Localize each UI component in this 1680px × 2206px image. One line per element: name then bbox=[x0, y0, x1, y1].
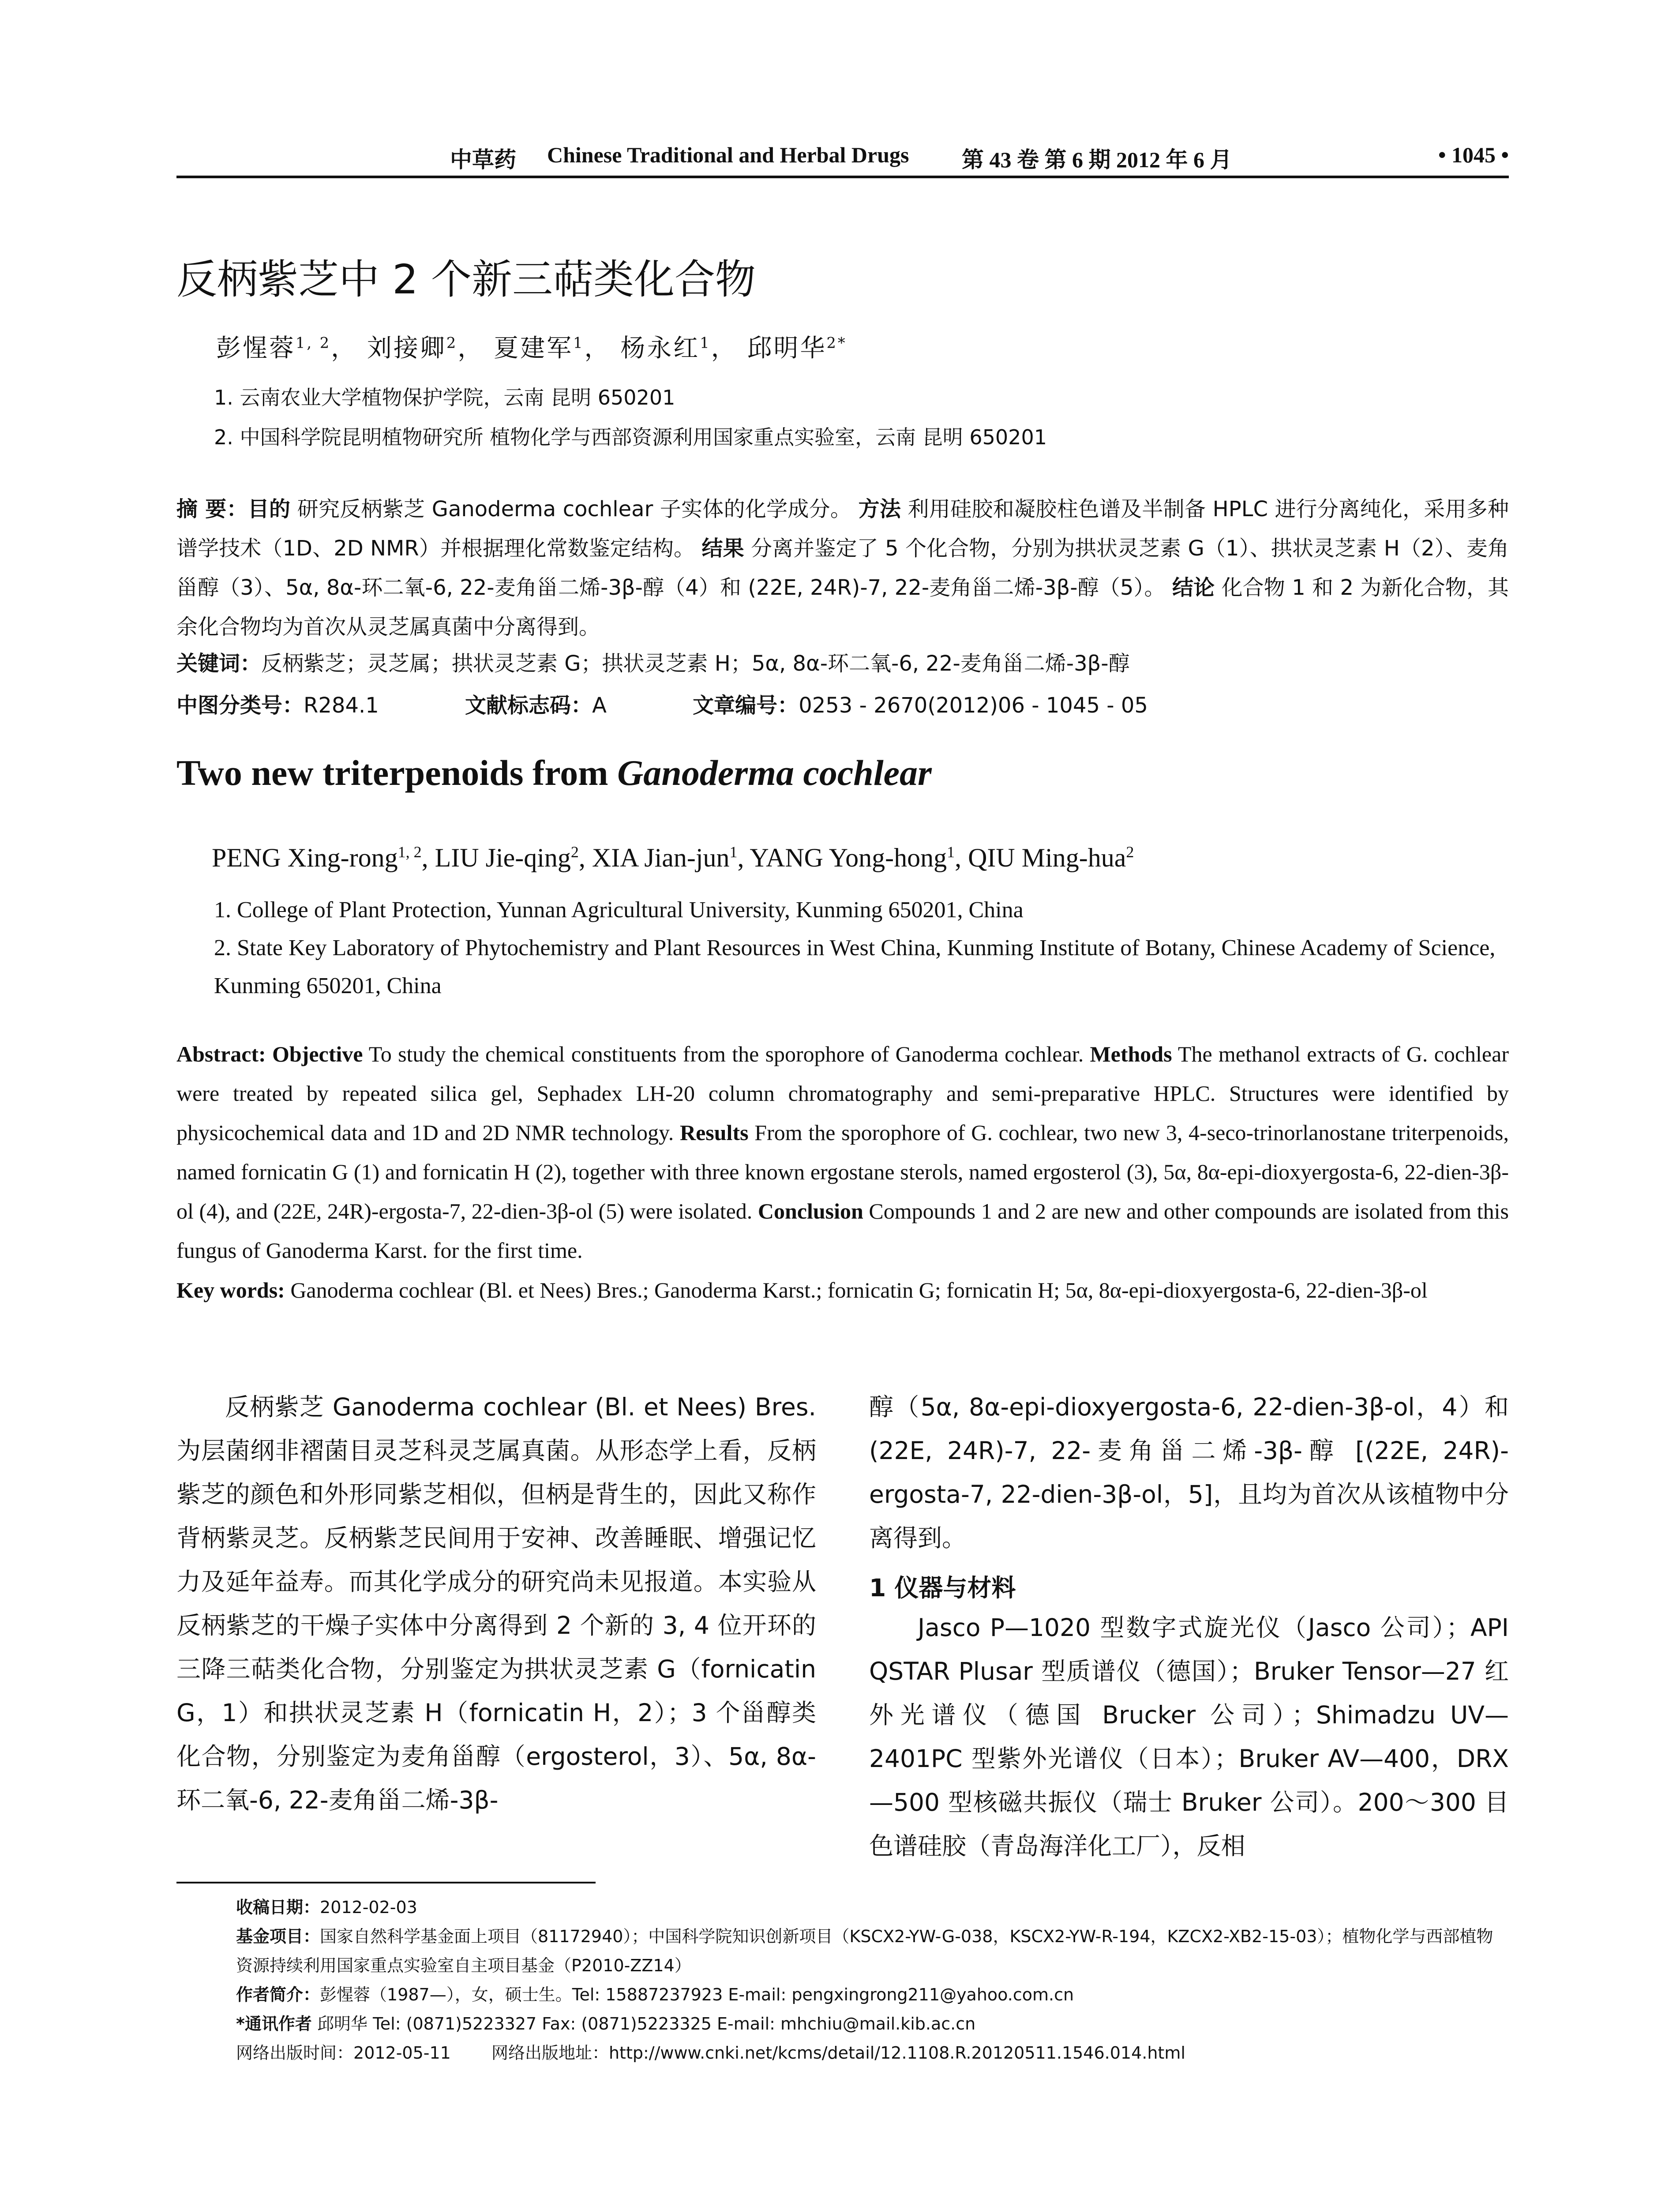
section-1-title: 1 仪器与材料 bbox=[869, 1574, 1016, 1602]
author-cn: 杨永红 bbox=[620, 334, 700, 363]
header-rule bbox=[176, 176, 1509, 178]
author-cn: 邱明华 bbox=[747, 334, 827, 363]
footnote-rule bbox=[176, 1882, 596, 1883]
title-en: Two new triterpenoids from Ganoderma cochlear bbox=[176, 753, 932, 793]
footnote-corresponding: *通讯作者 邱明华 Tel: (0871)5223327 Fax: (0871)5223325 E-mail: mhchiu@mail.kib.ac.cn bbox=[236, 2014, 976, 2033]
running-header bbox=[176, 142, 1509, 173]
affiliation-cn-2: 2. 中国科学院昆明植物研究所 植物化学与西部资源利用国家重点实验室，云南 昆明 650201 bbox=[214, 425, 1047, 449]
title-cn: 反柄紫芝中 2 个新三萜类化合物 bbox=[176, 256, 756, 303]
affiliation-en-1: 1. College of Plant Protection, Yunnan Agricultural University, Kunming 650201, China bbox=[214, 897, 1024, 923]
page-number: • 1045 • bbox=[1438, 143, 1509, 167]
abstract-cn: 摘 要：目的 研究反柄紫芝 Ganoderma cochlear 子实体的化学成分。 方法 利用硅胶和凝胶柱色谱及半制备 HPLC 进行分离纯化，采用多种谱学技术（1D、2D NMR）并根据理化常数鉴定结构。 结果 分离并鉴定了 5 个化合物，分别为拱状灵芝素 G（1）、拱状灵芝素 H（2）、麦角甾醇（3）、5α, 8α-环二氧-6, 22-麦角甾二烯-3β-醇（4）和 (22E, 24R)-7, 22-麦角甾二烯-3β-醇（5）。 结论 化合物 1 和 2 为新化合物，其余化合物均为首次从灵芝属真菌中分离得到。 bbox=[176, 497, 1509, 639]
classification-line: 中图分类号：R284.1 文献标志码：A 文章编号：0253 - 2670(2012)06 - 1045 - 05 bbox=[176, 693, 1148, 718]
footnote-fund: 基金项目：国家自然科学基金面上项目（81172940）；中国科学院知识创新项目（KSCX2-YW-G-038，KSCX2-YW-R-194，KZCX2-XB2-15-03）；植物化学与西部植物资源持续利用国家重点实验室自主项目基金（P2010-ZZ14） bbox=[236, 1927, 1493, 1975]
keywords-en: Key words: Ganoderma cochlear (Bl. et Nees) Bres.; Ganoderma Karst.; fornicatin G; fornicatin H; 5α, 8α-epi-dioxyergosta-6, 22-dien-3β-ol bbox=[176, 1278, 1428, 1302]
keywords-cn: 关键词：反柄紫芝；灵芝属；拱状灵芝素 G；拱状灵芝素 H；5α, 8α-环二氧-6, 22-麦角甾二烯-3β-醇 bbox=[176, 651, 1130, 676]
body-right-section-1: Jasco P—1020 型数字式旋光仪（Jasco 公司）；API QSTAR Plusar 型质谱仪（德国）；Bruker Tensor—27 红外光谱仪（德国 Brucker 公司）；Shimadzu UV—2401PC 型紫外光谱仪（日本）；Bruker AV—400，DRX—500 型核磁共振仪（瑞士 Bruker 公司）。200～300 目色谱硅胶（青岛海洋化工厂），反相 bbox=[869, 1613, 1509, 1860]
author-cn: 夏建军 bbox=[494, 334, 574, 363]
author-cn: 刘接卿 bbox=[367, 334, 446, 363]
body-left-column: 反柄紫芝 Ganoderma cochlear (Bl. et Nees) Bres. 为层菌纲非褶菌目灵芝科灵芝属真菌。从形态学上看，反柄紫芝的颜色和外形同紫芝相似，但柄是背生的，因此又称作背柄紫灵芝。反柄紫芝民间用于安神、改善睡眠、增强记忆力及延年益寿。而其化学成分的研究尚未见报道。本实验从反柄紫芝的干燥子实体中分离得到 2 个新的 3, 4 位开环的三降三萜类化合物，分别鉴定为拱状灵芝素 G（fornicatin G，1）和拱状灵芝素 H（fornicatin H，2）；3 个甾醇类化合物，分别鉴定为麦角甾醇（ergosterol，3）、5α, 8α-环二氧-6, 22-麦角甾二烯-3β- bbox=[176, 1393, 816, 1814]
issue-info: 第 43 卷 第 6 期 2012 年 6 月 bbox=[962, 147, 1232, 172]
footnote-online: 网络出版时间：2012-05-11 网络出版地址：http://www.cnki.net/kcms/detail/12.1108.R.20120511.1546.014.html bbox=[236, 2043, 1185, 2063]
abstract-label: 摘 要： bbox=[176, 497, 248, 521]
abstract-en: Abstract: Objective To study the chemical constituents from the sporophore of Ganoderma cochlear. Methods The methanol extracts of G. cochlear were treated by repeated silica gel, Sephadex LH-20 column chromatography and semi-preparative HPLC. Structures were identified by physicochemical data and 1D and 2D NMR technology. Results From the sporophore of G. cochlear, two new 3, 4-seco-trinorlanostane triterpenoids, named fornicatin G (1) and fornicatin H (2), together with three known ergostane sterols, named ergosterol (3), 5α, 8α-epi-dioxyergosta-6, 22-dien-3β-ol (4), and (22E, 24R)-ergosta-7, 22-dien-3β-ol (5) were isolated. Conclusion Compounds 1 and 2 are new and other compounds are isolated from this fungus of Ganoderma Karst. for the first time. bbox=[176, 1042, 1509, 1263]
authors-cn: 彭惺蓉$^{1, 2}$， 刘接卿$^2$， 夏建军$^1$， 杨永红$^1$， 邱明华$^{2*}$ bbox=[216, 334, 847, 363]
author-cn: 彭惺蓉 bbox=[216, 334, 296, 363]
online-url-link[interactable]: http://www.cnki.net/kcms/detail/12.1108.R.20120511.1546.014.html bbox=[608, 2043, 1185, 2063]
affiliation-en-2: 2. State Key Laboratory of Phytochemistry and Plant Resources in West China, Kunming Institute of Botany, Chinese Academy of Science, Kunming 650201, China bbox=[214, 935, 1496, 998]
footnote-author: 作者简介：彭惺蓉（1987—），女，硕士生。Tel: 15887237923 E-mail: pengxingrong211@yahoo.com.cn bbox=[236, 1985, 1074, 2004]
body-right-intro: 醇（5α, 8α-epi-dioxyergosta-6, 22-dien-3β-ol，4）和 (22E, 24R)-7, 22-麦角甾二烯-3β-醇 [(22E, 24R)-ergosta-7, 22-dien-3β-ol，5]，且均为首次从该植物中分离得到。 bbox=[869, 1393, 1509, 1552]
journal-name-cn: 中草药 bbox=[450, 147, 516, 172]
footnote-received: 收稿日期：2012-02-03 bbox=[236, 1898, 417, 1917]
authors-en: PENG Xing-rong$^{1, 2}$, LIU Jie-qing$^2$, XIA Jian-jun$^1$, YANG Yong-hong$^1$, QIU Ming-hua$^2$ bbox=[212, 843, 1134, 872]
affiliation-cn-1: 1. 云南农业大学植物保护学院，云南 昆明 650201 bbox=[214, 386, 675, 409]
journal-name-en: Chinese Traditional and Herbal Drugs bbox=[547, 143, 909, 167]
